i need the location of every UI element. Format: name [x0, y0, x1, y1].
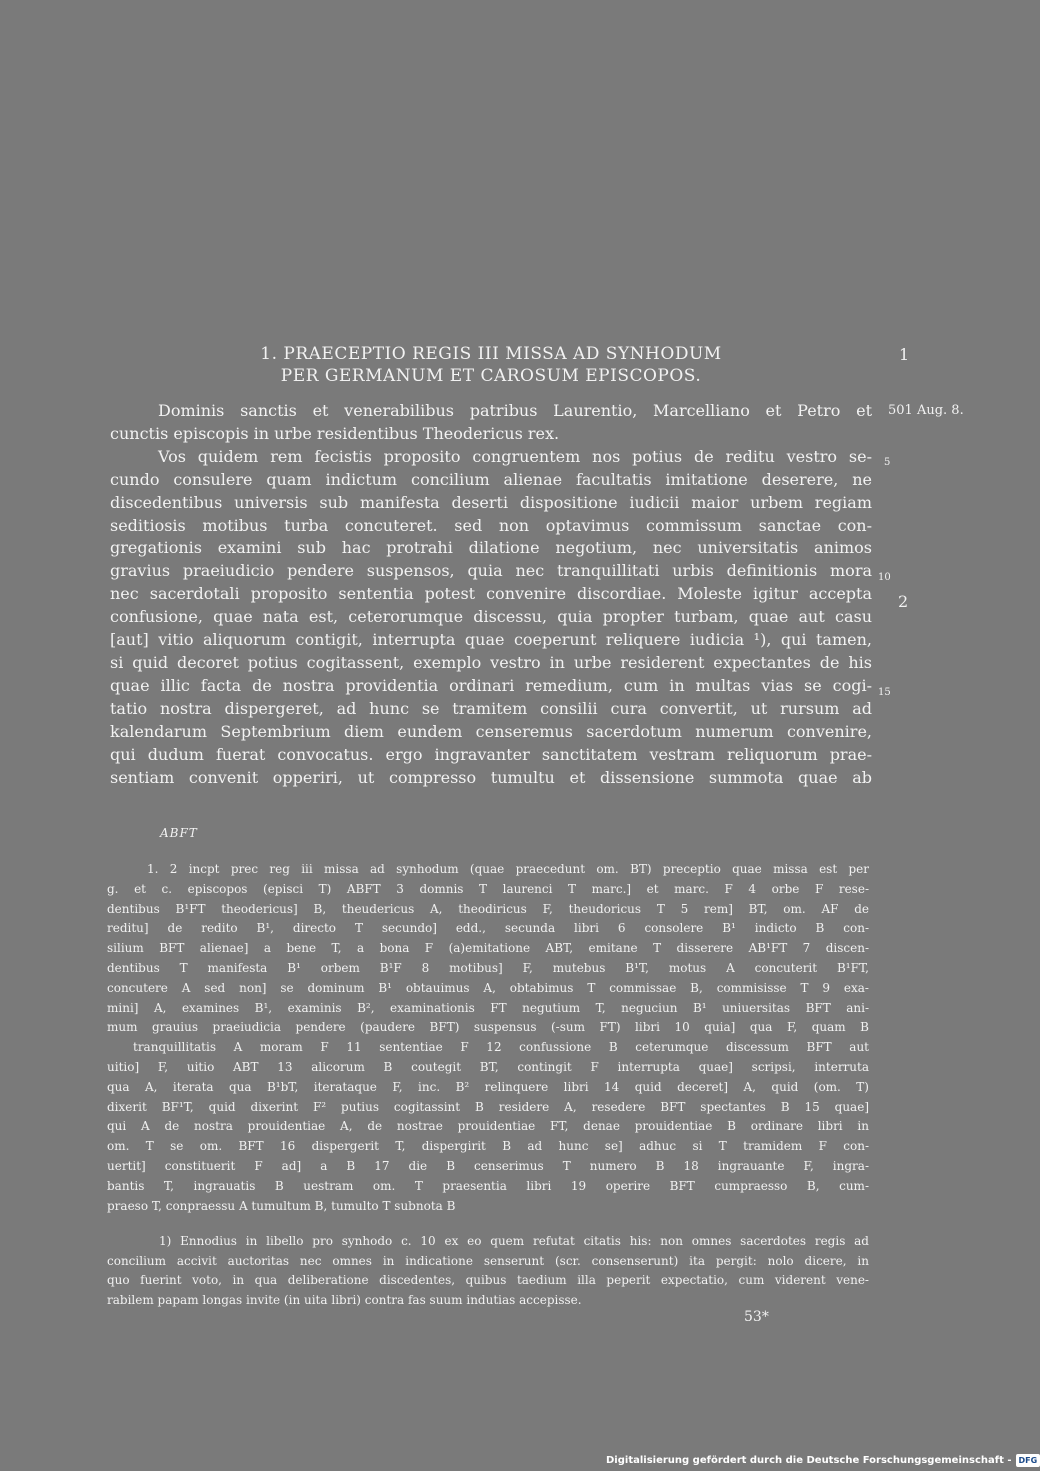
margin-section-number: 1: [899, 345, 910, 364]
margin-section-number: 2: [898, 592, 909, 611]
text-line: qui dudum fuerat convocatus. ergo ingravanter sanctitatem vestram reliquorum prae-: [110, 744, 872, 764]
apparatus-line: qua A, iterata qua B¹bT, iterataque F, inc. B² relinquere libri 14 quid deceret] A, quid (om. T): [107, 1079, 869, 1094]
critical-apparatus: [107, 860, 869, 1216]
text-line: quae illic facta de nostra providentia ordinari remedium, cum in multas vias se cogi-: [110, 675, 872, 695]
footnote: [107, 1232, 869, 1310]
text-line: seditiosis motibus turba concuteret. sed non optavimus commissum sanctae con-: [110, 515, 872, 535]
text-line: kalendarum Septembrium diem eundem censeremus sacerdotum numerum convenire,: [110, 721, 872, 741]
text-line: [aut] vitio aliquorum contigit, interrupta quae coeperunt reliquere iudicia ¹), qui tamen,: [110, 630, 872, 650]
text-line: Dominis sanctis et venerabilibus patribus Laurentio, Marcelliano et Petro et: [158, 401, 872, 420]
text-line: sentiam convenit opperiri, ut compresso tumultu et dissensione summota quae ab: [110, 767, 872, 787]
margin-date: 501 Aug. 8.: [888, 403, 964, 418]
page-number: 53*: [744, 1309, 769, 1325]
apparatus-line: qui A de nostra prouidentiae A, de nostrae prouidentiae FT, denae prouidentiae B ordinare libri in: [107, 1119, 869, 1134]
text-line: tatio nostra dispergeret, ad hunc se tramitem consilii cura convertit, ut rursum ad: [110, 698, 872, 718]
apparatus-line: dentibus B¹FT theodericus] B, theudericus A, theodiricus F, theudoricus T 5 rem] BT, om. AF de: [107, 901, 869, 916]
apparatus-line: om. T se om. BFT 16 dispergerit T, dispergirit B ad hunc se] adhuc si T tramidem F con-: [107, 1139, 869, 1154]
apparatus-line: concutere A sed non] se dominum B¹ obtauimus A, obtabimus T commissae B, commisisse T 9 exa-: [107, 980, 869, 995]
apparatus-line: tranquillitatis A moram F 11 sententiae F 12 confussione B ceterumque discessum BFT aut: [133, 1040, 869, 1055]
apparatus-line: g. et c. episcopos (episci T) ABFT 3 domnis T laurenci T marc.] et marc. F 4 orbe F rese-: [107, 881, 869, 896]
text-line: Vos quidem rem fecistis proposito congruentem nos potius de reditu vestro se-: [158, 446, 872, 466]
margin-line-number: 5: [884, 457, 891, 468]
heading-line-2: PER GERMANUM ET CAROSUM EPISCOPOS.: [280, 366, 702, 386]
apparatus-line: uitio] F, uitio ABT 13 alicorum B coutegit BT, contingit F interrupta quae] scripsi, interruta: [107, 1059, 869, 1074]
text-line: discedentibus universis sub manifesta deserti dispositione iudicii maior urbem regiam: [110, 492, 872, 512]
apparatus-line: silium BFT alienae] a bene T, a bona F (a)emitatione ABT, emitane T disserere AB¹FT 7 discen-: [107, 941, 869, 956]
footnote-line: quo fuerint voto, in qua deliberatione discedentes, quibus taedium illa peperit expectatio, cum viderent vene-: [107, 1273, 869, 1288]
dfg-logo-icon: DFG: [1016, 1454, 1040, 1467]
funding-footer: [606, 1452, 1040, 1468]
apparatus-line: mini] A, examines B¹, examinis B², examinationis FT negutium T, neguciun B¹ uniuersitas BFT ani-: [107, 1000, 869, 1015]
text-line: cunctis episcopis in urbe residentibus Theodericus rex.: [110, 423, 560, 443]
footnote-line: rabilem papam longas invite (in uita libri) contra fas suum indutias accepisse.: [107, 1292, 582, 1307]
funding-text: Digitalisierung gefördert durch die Deutsche Forschungsgemeinschaft -: [606, 1454, 1012, 1466]
text-line: confusione, quae nata est, ceterorumque discessu, quia propter turbam, quae aut casu: [110, 607, 872, 627]
apparatus-line: bantis T, ingrauatis B uestram om. T praesentia libri 19 operire BFT cumpraesso B, cum-: [107, 1178, 869, 1193]
text-line: gravius praeiudicio pendere suspensos, quia nec tranquillitati urbis definitionis mora: [110, 561, 872, 581]
apparatus-line: reditu] de redito B¹, directo T secundo] edd., secunda libri 6 consolere B¹ indicto B con-: [107, 921, 869, 936]
margin-line-number: 10: [878, 572, 891, 583]
apparatus-line: mum grauius praeiudicia pendere (paudere BFT) suspensus (-sum FT) libri 10 quia] qua F, quam B: [107, 1020, 869, 1035]
apparatus-line: praeso T, conpraessu A tumultum B, tumulto T subnota B: [107, 1198, 456, 1213]
footnote-line: 1) Ennodius in libello pro synhodo c. 10 ex eo quem refutat citatis his: non omnes sacerdotes regis ad: [159, 1234, 869, 1248]
margin-line-number: 15: [878, 687, 891, 698]
apparatus-line: 1. 2 incpt prec reg iii missa ad synhodum (quae praecedunt om. BT) preceptio quae missa est per: [147, 862, 869, 876]
text-line: cundo consulere quam indictum concilium alienae facultatis imitatione deserere, ne: [110, 469, 872, 489]
manuscript-sigla: ABFT: [160, 826, 198, 840]
footnote-line: concilium accivit auctoritas nec omnes in indicatione senserunt (scr. consenserunt) ita pergit: nolo dicere, in: [107, 1253, 869, 1268]
text-line: si quid decoret potius cogitassent, exemplo vestro in urbe residerent expectantes de his: [110, 652, 872, 672]
heading-line-1: 1. PRAECEPTIO REGIS III MISSA AD SYNHODUM: [260, 344, 722, 364]
text-line: nec sacerdotali proposito sententia potest convenire discordiae. Moleste igitur accepta: [110, 584, 872, 604]
apparatus-line: uertit] constituerit F ad] a B 17 die B censerimus T numero B 18 ingrauante F, ingra-: [107, 1158, 869, 1173]
apparatus-line: dentibus T manifesta B¹ orbem B¹F 8 motibus] F, mutebus B¹T, motus A concuterit B¹FT,: [107, 960, 869, 975]
apparatus-line: dixerit BF¹T, quid dixerint F² putius cogitassint B residere A, resedere BFT spectantes B 15 quae]: [107, 1099, 869, 1114]
text-line: gregationis examini sub hac protrahi dilatione negotium, nec universitatis animos: [110, 538, 872, 558]
chapter-heading: [110, 343, 872, 387]
letter-text: [110, 400, 872, 789]
